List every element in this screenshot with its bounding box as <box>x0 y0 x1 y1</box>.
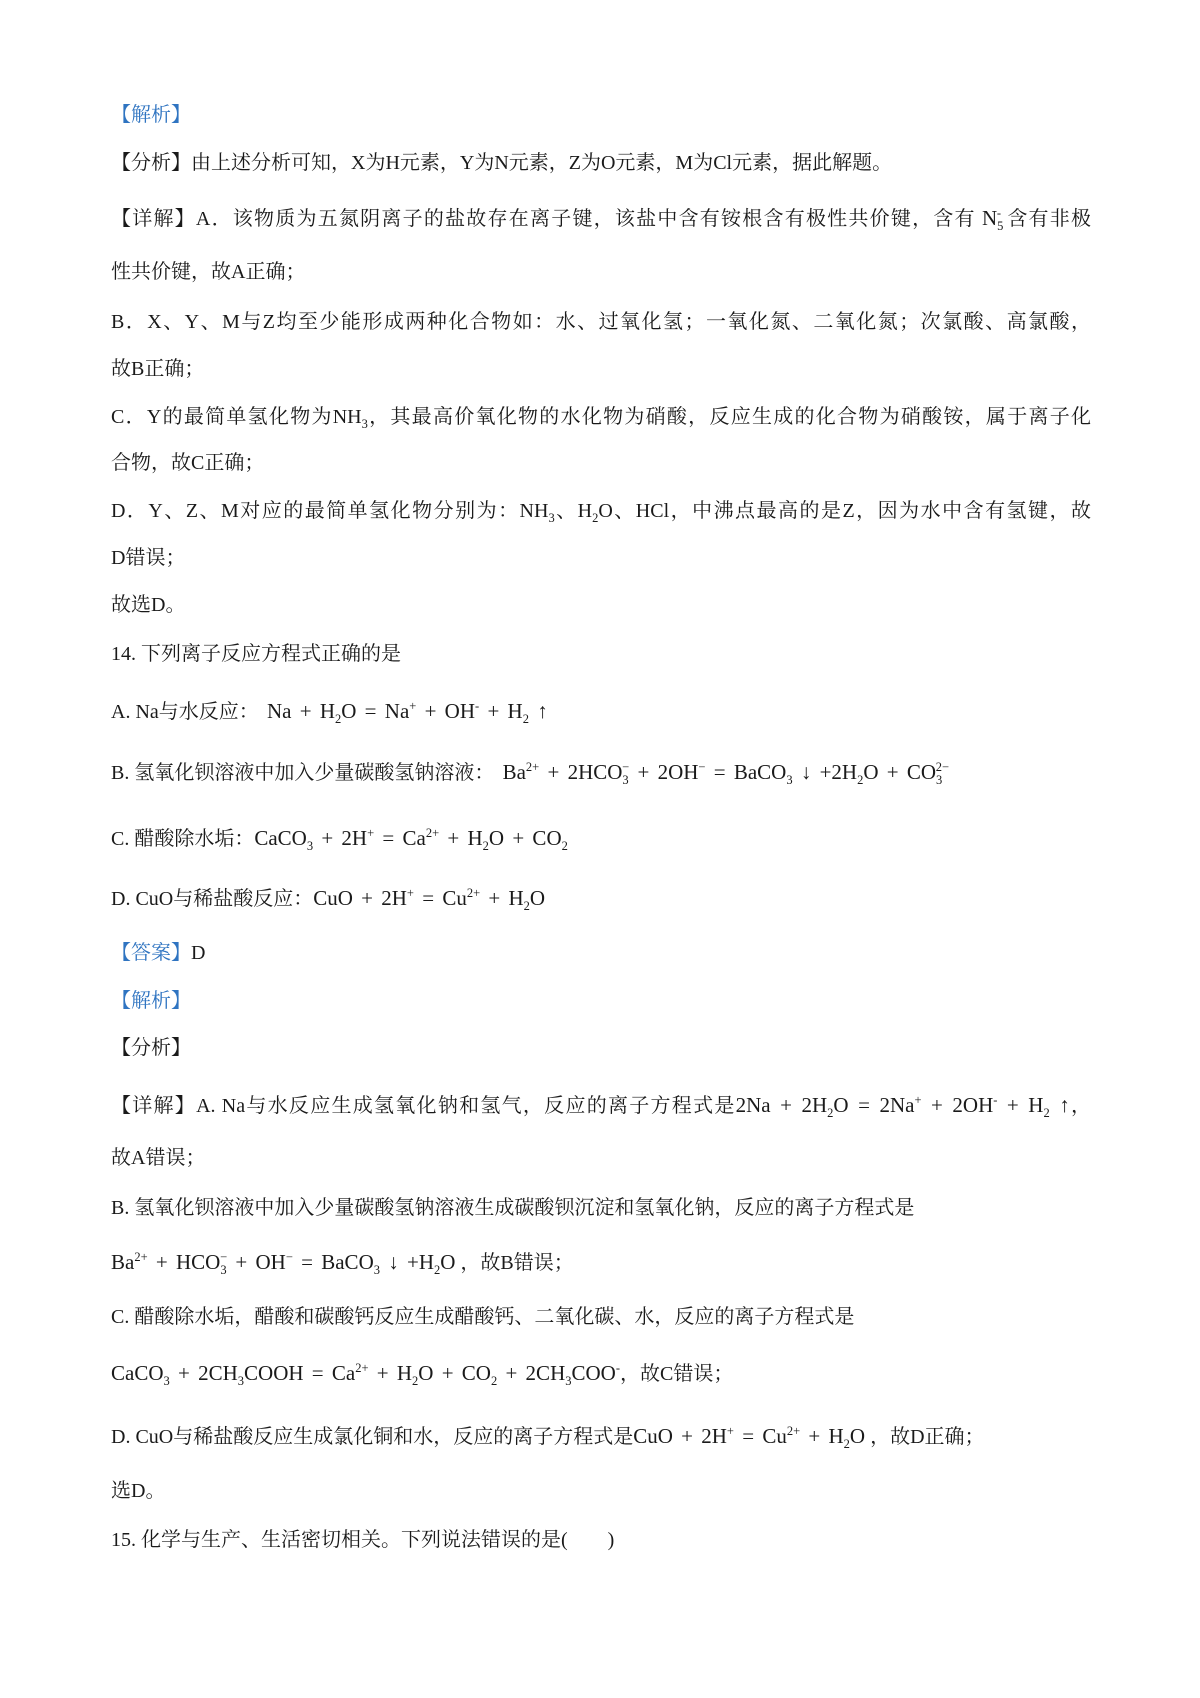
subscript: 3 <box>565 1374 572 1388</box>
equation-text: = Cu <box>413 886 467 910</box>
equation-text: + 2HCO <box>539 760 623 784</box>
subscript: 3 <box>936 773 943 787</box>
detail-line <box>111 1090 1091 1120</box>
subscript: 2 <box>843 1437 850 1451</box>
superscript: − <box>622 760 630 774</box>
equation-text: Ba <box>494 760 526 784</box>
subscript: 5 <box>997 219 1004 233</box>
subscript: 2 <box>482 839 489 853</box>
equation-text: + 2H <box>313 826 368 850</box>
subscript: 2 <box>490 1374 498 1388</box>
text-run: ，故C错误； <box>620 1363 734 1385</box>
text-run: ，故D正确； <box>865 1426 985 1448</box>
equation-text: + HCO <box>147 1250 221 1274</box>
superscript: − <box>285 1250 293 1264</box>
detail-line <box>111 402 1091 432</box>
equation-text: N <box>982 206 998 230</box>
equation-text: + H <box>997 1093 1044 1117</box>
text-run: C．Y的最简单氢化物为NH <box>111 406 362 428</box>
equation-text: Na + H <box>258 699 336 723</box>
text-run: D <box>191 942 206 964</box>
detail-line <box>111 307 1091 337</box>
equation-text: + 2CH <box>497 1361 566 1385</box>
option-c <box>111 823 568 853</box>
subscript: 3 <box>237 1374 245 1388</box>
equation-text: O <box>529 886 546 910</box>
equation-text: + OH <box>227 1250 286 1274</box>
equation-text: ↓ +2H <box>792 760 858 784</box>
option-b <box>111 757 949 787</box>
text-run: 含有非极 <box>1001 208 1092 230</box>
equation-text: Ba <box>111 1250 135 1274</box>
equation-text: + H <box>439 826 483 850</box>
equation-text: + 2OH <box>921 1093 994 1117</box>
equation-text: + H <box>479 699 523 723</box>
equation-text: CaCO <box>111 1361 164 1385</box>
answer-line <box>111 938 205 968</box>
equation-text: COO <box>571 1361 616 1385</box>
analysis-paragraph <box>111 148 892 178</box>
text-run: 选D。 <box>111 1480 166 1502</box>
equation-text: O <box>849 1424 866 1448</box>
text-run: D错误； <box>111 547 186 569</box>
detail-line <box>111 1193 914 1223</box>
text-run: 故A错误； <box>111 1147 206 1169</box>
text-run: B. 氢氧化钡溶液中加入少量碳酸氢钠溶液： <box>111 762 495 784</box>
text-run: 、H <box>554 500 593 522</box>
detail-line <box>111 1421 985 1451</box>
equation-text: O = 2Na <box>833 1093 915 1117</box>
superscript: - <box>615 1361 620 1375</box>
detail-equation-line <box>111 1358 733 1388</box>
detail-line <box>111 1302 854 1332</box>
detail-line <box>111 1143 205 1173</box>
subscript: 2 <box>827 1106 834 1120</box>
analysis-label <box>111 1033 191 1063</box>
equation-text: + H <box>800 1424 844 1448</box>
question-stem <box>111 639 401 669</box>
equation-text: COOH = Ca <box>244 1361 356 1385</box>
equation-text: = BaCO <box>292 1250 374 1274</box>
subscript: 3 <box>622 773 629 787</box>
subscript: 2 <box>592 511 599 525</box>
superscript: − <box>698 760 706 774</box>
subscript: 2 <box>857 773 864 787</box>
question-stem <box>111 1525 614 1555</box>
superscript: + <box>406 886 414 900</box>
option-a <box>111 696 548 726</box>
text-run: 性共价键，故A正确； <box>111 261 306 283</box>
text-run: 15. 化学与生产、生活密切相关。下列说法错误的是( ) <box>111 1529 615 1551</box>
equation-text: + H <box>368 1361 413 1385</box>
superscript: 2+ <box>134 1250 148 1264</box>
text-run: B. 氢氧化钡溶液中加入少量碳酸氢钠溶液生成碳酸钡沉淀和氢氧化钠，反应的离子方程式是 <box>111 1197 915 1219</box>
solution-label <box>111 100 191 130</box>
subscript: 2 <box>412 1374 419 1388</box>
option-d <box>111 883 545 913</box>
equation-text: O = Na <box>341 699 410 723</box>
equation-text: ↑ <box>1049 1093 1070 1117</box>
subscript: 2 <box>335 712 342 726</box>
superscript: 2+ <box>525 760 540 774</box>
subscript: 2 <box>434 1263 441 1277</box>
text-run: 【分析】由上述分析可知，X为H元素，Y为N元素，Z为O元素，M为Cl元素，据此解题。 <box>111 152 893 174</box>
superscript: + <box>367 826 375 840</box>
superscript: 2+ <box>425 826 440 840</box>
equation-text: = Cu <box>733 1424 787 1448</box>
equation-text: + 2OH <box>629 760 699 784</box>
text-run: ， <box>1069 1095 1092 1117</box>
detail-line <box>111 257 305 287</box>
equation-text: = Ca <box>374 826 426 850</box>
equation-text: ↓ +H <box>379 1250 434 1274</box>
subscript: 3 <box>786 773 793 787</box>
text-run: ，其最高价氧化物的水化物为硝酸，反应生成的化合物为硝酸铵，属于离子化 <box>367 406 1092 428</box>
subscript: 3 <box>306 839 314 853</box>
detail-line <box>111 448 264 478</box>
superscript: 2+ <box>355 1361 369 1375</box>
superscript: - <box>996 206 1002 220</box>
text-run: 故选D。 <box>111 594 186 616</box>
equation-text: 2Na + 2H <box>735 1093 828 1117</box>
equation-text: O <box>440 1250 456 1274</box>
superscript: 2+ <box>786 1424 801 1438</box>
superscript: + <box>914 1093 922 1107</box>
equation-text: + H <box>480 886 524 910</box>
text-run: D. CuO与稀盐酸反应生成氯化铜和水，反应的离子方程式是 <box>111 1426 634 1448</box>
conclusion-line <box>111 590 185 620</box>
equation-text: CuO + 2H <box>313 886 407 910</box>
subscript: 3 <box>163 1374 170 1388</box>
solution-label <box>111 986 191 1016</box>
detail-line <box>111 543 185 573</box>
detail-line <box>111 354 204 384</box>
superscript: 2+ <box>466 886 481 900</box>
superscript: - <box>993 1093 998 1107</box>
equation-text: O + CO <box>863 760 937 784</box>
text-run: C. 醋酸除水垢，醋酸和碳酸钙反应生成醋酸钙、二氧化碳、水，反应的离子方程式是 <box>111 1306 855 1328</box>
text-run: 14. 下列离子反应方程式正确的是 <box>111 643 401 665</box>
text-run: 【详解】A. Na与水反应生成氢氧化钠和氢气，反应的离子方程式是 <box>111 1095 736 1117</box>
section-label: 【解析】 <box>111 104 191 126</box>
equation-text: + 2CH <box>169 1361 238 1385</box>
equation-text: ↑ <box>528 699 548 723</box>
subscript: 3 <box>220 1263 227 1277</box>
text-run: B．X、Y、M与Z均至少能形成两种化合物如：水、过氧化氢；一氧化氮、二氧化氮；次氯酸、高氯酸， <box>111 311 1091 333</box>
equation-text: CuO + 2H <box>633 1424 727 1448</box>
subscript: 3 <box>548 511 555 525</box>
section-label: 【解析】 <box>111 990 191 1012</box>
text-run: 【分析】 <box>111 1037 191 1059</box>
superscript: - <box>475 699 480 713</box>
equation-text: O + CO <box>418 1361 491 1385</box>
equation-text: O + CO <box>488 826 562 850</box>
section-label: 【答案】 <box>111 942 191 964</box>
text-run: ，故B错误； <box>455 1252 574 1274</box>
text-run: D. CuO与稀盐酸反应： <box>111 888 314 910</box>
text-run: O、HCl，中沸点最高的是Z，因为水中含有氢键，故 <box>598 500 1092 522</box>
equation-text: CaCO <box>254 826 307 850</box>
superscript: 2− <box>935 760 950 774</box>
superscript: + <box>409 699 417 713</box>
subscript: 2 <box>561 839 568 853</box>
text-run: C. 醋酸除水垢： <box>111 828 255 850</box>
text-run: 合物，故C正确； <box>111 452 265 474</box>
detail-equation-line <box>111 1247 574 1277</box>
subscript: 2 <box>523 899 530 913</box>
subscript: 2 <box>1043 1106 1050 1120</box>
detail-line <box>111 203 1091 233</box>
subscript: 3 <box>361 417 368 431</box>
subscript: 2 <box>522 712 529 726</box>
detail-line <box>111 496 1091 526</box>
text-run: 【详解】A．该物质为五氮阴离子的盐故存在离子键，该盐中含有铵根含有极性共价键，含有 <box>111 208 982 230</box>
equation-text: + OH <box>416 699 476 723</box>
text-run: D．Y、Z、M对应的最简单氢化物分别为：NH <box>111 500 549 522</box>
superscript: − <box>220 1250 228 1264</box>
superscript: + <box>726 1424 734 1438</box>
text-run: A. Na与水反应： <box>111 701 259 723</box>
equation-text: = BaCO <box>705 760 787 784</box>
text-run: 故B正确； <box>111 358 205 380</box>
subscript: 3 <box>373 1263 380 1277</box>
conclusion-line <box>111 1476 165 1506</box>
